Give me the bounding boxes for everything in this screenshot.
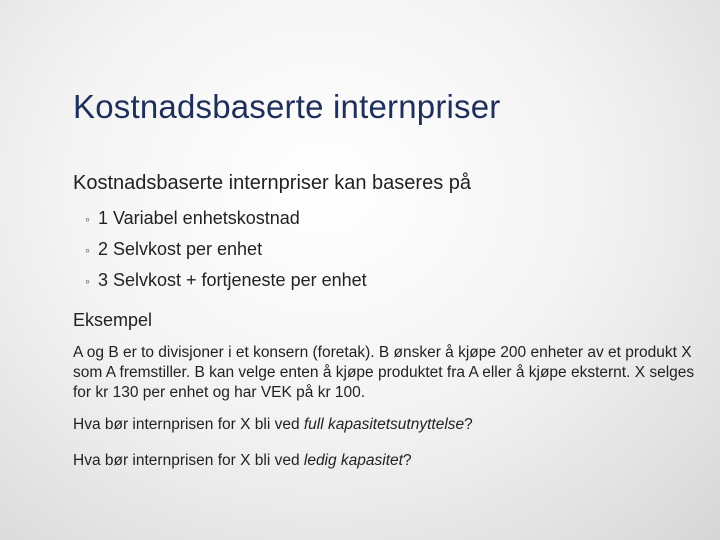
list-item [85,203,713,234]
question-suffix: ? [464,416,473,433]
question-emphasis: full kapasitetsutnyttelse [303,416,465,433]
list-item [85,234,713,265]
bullet-icon: ◦ [85,273,90,289]
question-suffix: ? [402,452,412,469]
list-item-label: 1 Variabel enhetskostnad [97,208,300,228]
bullet-icon: ◦ [85,242,90,258]
list-item-label: 3 Selvkost + fortjeneste per enhet [97,270,367,290]
list-item [85,265,713,296]
question-full-capacity [73,415,713,435]
slide-title: Kostnadsbaserte internpriser [73,88,501,125]
bullet-icon: ◦ [85,211,90,227]
question-prefix: Hva bør internprisen for X bli ved [73,452,304,469]
example-paragraph: A og B er to divisjoner i et konsern (foretak). B ønsker å kjøpe 200 enheter av et produkt X som A fremstiller. B kan velge enten å kjøpe produktet fra A eller å kjøpe eksternt. X selges for kr 130 per enhet og har VEK på kr 100. [73,344,695,401]
slide-content [73,172,713,487]
example-heading: Eksempel [73,310,153,330]
list-item-label: 2 Selvkost per enhet [97,239,263,259]
lead-text: Kostnadsbaserte internpriser kan baseres på [73,172,472,194]
question-emphasis: ledig kapasitet [303,452,403,469]
question-prefix: Hva bør internprisen for X bli ved [73,416,304,433]
question-free-capacity [73,451,713,471]
bullet-list [85,203,713,296]
